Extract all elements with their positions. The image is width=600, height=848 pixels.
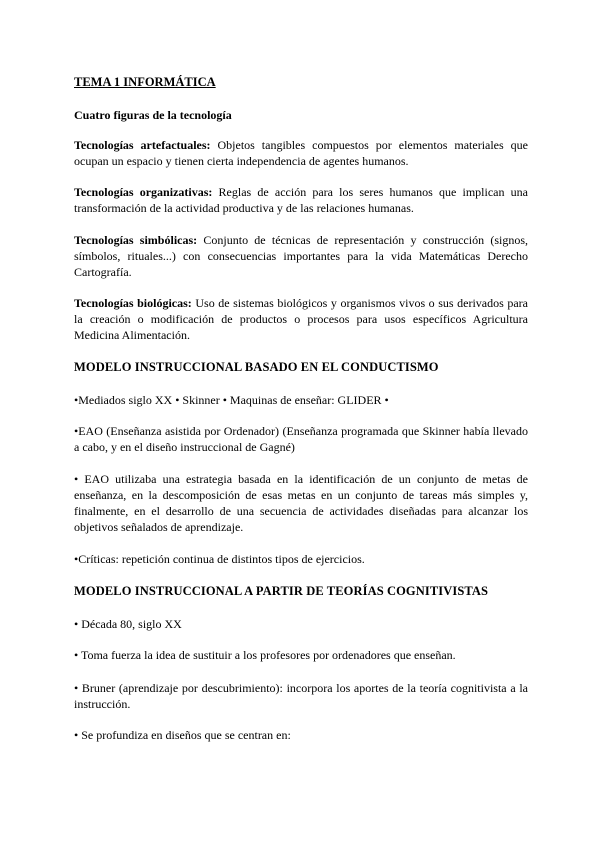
- tech-term: Tecnologías artefactuales:: [74, 138, 211, 152]
- cognitivistas-bullet-2: • Toma fuerza la idea de sustituir a los profesores por ordenadores que enseñan.: [74, 648, 456, 662]
- section-subtitle: Cuatro figuras de la tecnología: [74, 108, 232, 122]
- tech-definition: Uso de sistemas biológicos y organismos vivos o sus derivados para la creación o modificación de productos o procesos para usos específicos Agricultura Medicina Alimentación.: [74, 296, 528, 342]
- tech-organizativas-paragraph: [74, 184, 528, 216]
- document-title: TEMA 1 INFORMÁTICA: [74, 75, 216, 89]
- tech-simbolicas-paragraph: [74, 232, 528, 280]
- cognitivistas-bullet-1: • Década 80, siglo XX: [74, 617, 182, 631]
- conductismo-bullet-2: •EAO (Enseñanza asistida por Ordenador) (Enseñanza programada que Skinner había llevado a cabo, y en el diseño instruccional de Gagné): [74, 424, 528, 454]
- cognitivistas-bullet-4: • Se profundiza en diseños que se centran en:: [74, 728, 291, 742]
- cognitivistas-bullet-3: • Bruner (aprendizaje por descubrimiento): incorpora los aportes de la teoría cognitivista a la instrucción.: [74, 681, 528, 711]
- tech-term: Tecnologías organizativas:: [74, 185, 213, 199]
- tech-definition: Objetos tangibles compuestos por elementos materiales que ocupan un espacio y tienen cierta independencia de agentes humanos.: [74, 138, 528, 168]
- tech-term: Tecnologías simbólicas:: [74, 233, 198, 247]
- conductismo-bullet-1: •Mediados siglo XX • Skinner • Maquinas de enseñar: GLIDER •: [74, 393, 389, 407]
- tech-artefactuales-paragraph: [74, 137, 528, 169]
- conductismo-bullet-4: •Críticas: repetición continua de distintos tipos de ejercicios.: [74, 552, 365, 566]
- conductismo-bullet-3: • EAO utilizaba una estrategia basada en la identificación de un conjunto de metas de enseñanza, en la descomposición de esas metas en un conjunto de tareas más simples y, finalmente, en el desarrollo de una secuencia de actividades diseñadas para alcanzar los objetivos señalados de aprendizaje.: [74, 472, 528, 534]
- tech-definition: Reglas de acción para los seres humanos que implican una transformación de la actividad productiva y de las relaciones humanas.: [74, 185, 528, 215]
- heading-conductismo: MODELO INSTRUCCIONAL BASADO EN EL CONDUCTISMO: [74, 360, 439, 374]
- heading-cognitivistas: MODELO INSTRUCCIONAL A PARTIR DE TEORÍAS COGNITIVISTAS: [74, 584, 489, 598]
- tech-biologicas-paragraph: [74, 295, 528, 343]
- tech-term: Tecnologías biológicas:: [74, 296, 192, 310]
- tech-definition: Conjunto de técnicas de representación y construcción (signos, símbolos, rituales...) con consecuencias importantes para la vida Matemáticas Derecho Cartografía.: [74, 233, 528, 279]
